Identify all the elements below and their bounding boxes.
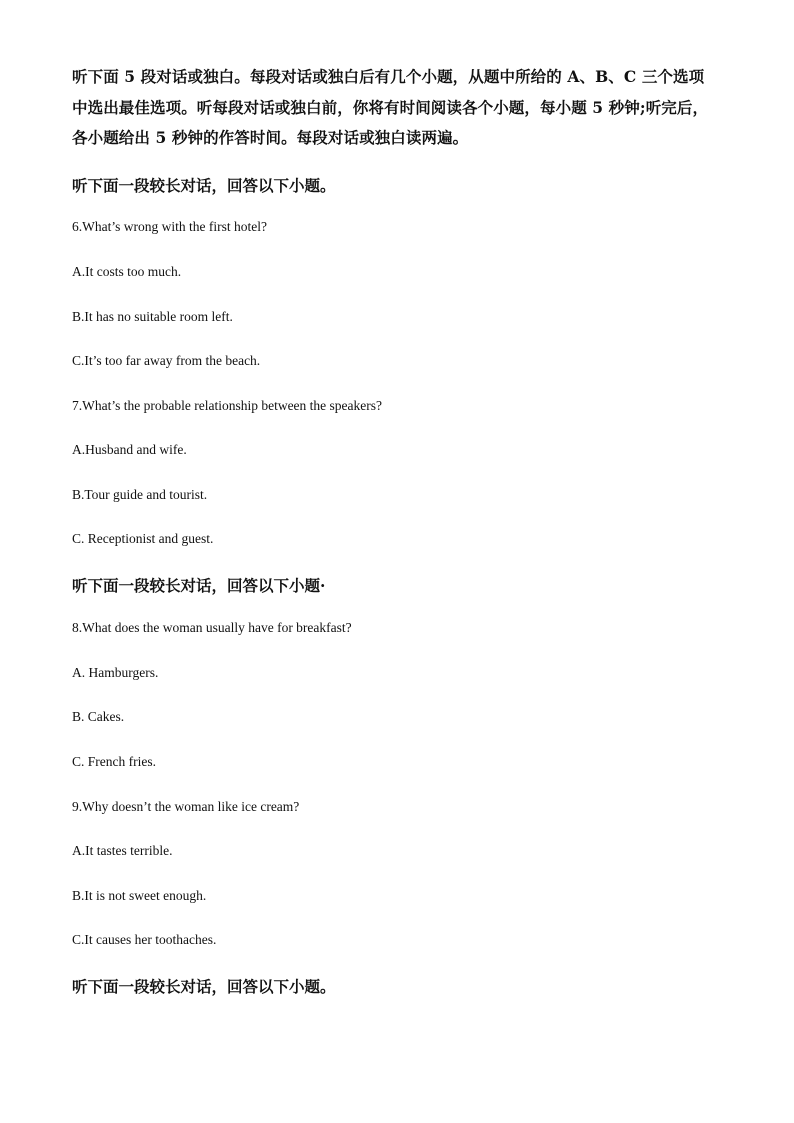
- question-6-option-a: A.It costs too much.: [72, 264, 182, 279]
- question-9-option-a: A.It tastes terrible.: [72, 843, 173, 858]
- question-8-option-a: A. Hamburgers.: [72, 665, 159, 680]
- question-7: 7.What’s the probable relationship between the speakers?: [72, 398, 383, 413]
- section-heading: 听下面一段较长对话，回答以下小题·: [72, 576, 326, 595]
- question-7-option-b: B.Tour guide and tourist.: [72, 487, 208, 502]
- instructions-paragraph: [72, 62, 732, 154]
- question-8-option-c: C. French fries.: [72, 754, 156, 769]
- question-8-option-b: B. Cakes.: [72, 709, 125, 724]
- instructions-line: 各小题给出 5 秒钟的作答时间。每段对话或独白读两遍。: [72, 128, 469, 147]
- question-7-option-c: C. Receptionist and guest.: [72, 531, 214, 546]
- question-6-option-b: B.It has no suitable room left.: [72, 309, 233, 324]
- section-heading: 听下面一段较长对话，回答以下小题。: [72, 176, 336, 195]
- instructions-line: 中选出最佳选项。听每段对话或独白前，你将有时间阅读各个小题，每小题 5 秒钟;听完后，: [72, 97, 709, 117]
- question-9: 9.Why doesn’t the woman like ice cream?: [72, 799, 300, 814]
- question-8: 8.What does the woman usually have for breakfast?: [72, 620, 352, 635]
- question-9-option-b: B.It is not sweet enough.: [72, 888, 207, 903]
- question-6: 6.What’s wrong with the first hotel?: [72, 219, 267, 234]
- question-6-option-c: C.It’s too far away from the beach.: [72, 353, 261, 368]
- instructions-line: 听下面 5 段对话或独白。每段对话或独白后有几个小题，从题中所给的 A、B、C 三个选项: [72, 67, 705, 86]
- section-heading: 听下面一段较长对话，回答以下小题。: [72, 977, 336, 996]
- question-7-option-a: A.Husband and wife.: [72, 442, 187, 457]
- question-9-option-c: C.It causes her toothaches.: [72, 932, 217, 947]
